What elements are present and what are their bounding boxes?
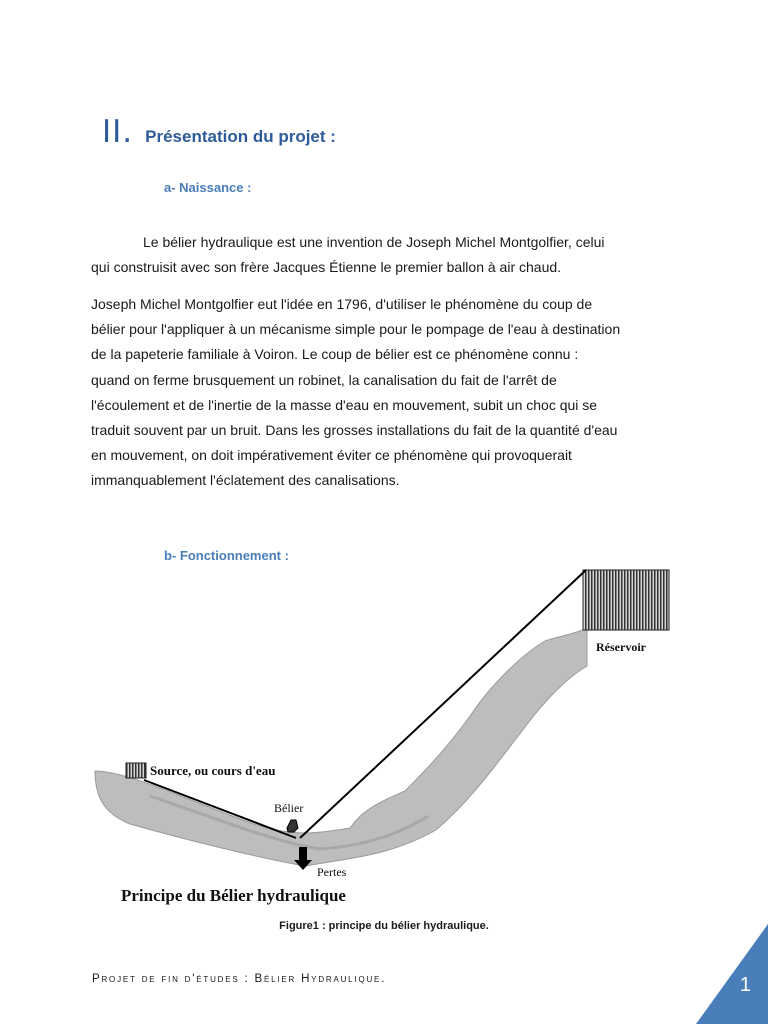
belier-label: Bélier — [274, 801, 304, 815]
paragraph-line: immanquablement l'éclatement des canalisations. — [91, 472, 400, 489]
paragraph-line: quand on ferme brusquement un robinet, la canalisation du fait de l'arrêt de — [91, 371, 557, 388]
belier-device — [287, 820, 298, 832]
subsection-fonctionnement: b- Fonctionnement : — [164, 548, 289, 563]
page-number: 1 — [739, 974, 751, 996]
paragraph-line: qui construisit avec son frère Jacques Étienne le premier ballon à air chaud. — [91, 259, 562, 276]
paragraph-line: Joseph Michel Montgolfier eut l'idée en 1796, d'utiliser le phénomène du coup de — [91, 296, 593, 312]
section-heading — [102, 114, 336, 150]
paragraph-line: Le bélier hydraulique est une invention de Joseph Michel Montgolfier, celui — [143, 234, 605, 250]
section-title: Présentation du projet : — [145, 127, 336, 146]
hydraulic-ram-figure — [90, 566, 680, 912]
subsection-naissance: a- Naissance : — [164, 180, 252, 195]
pertes-label: Pertes — [317, 865, 347, 879]
reservoir-label: Réservoir — [596, 640, 646, 654]
page-footer: Projet de fin d'études : Bélier Hydraulique. — [92, 973, 387, 985]
paragraph-line: bélier pour l'appliquer à un mécanisme simple pour le pompage de l'eau à destination — [91, 321, 621, 338]
reservoir-tank — [583, 570, 669, 630]
paragraph-line: traduit souvent par un bruit. Dans les grosses installations du fait de la quantité d'eau — [91, 422, 618, 439]
figure-caption: Figure1 : principe du bélier hydraulique. — [279, 920, 489, 932]
source-tank — [126, 763, 146, 778]
page-corner-decoration — [696, 924, 768, 1024]
paragraph-line: en mouvement, on doit impérativement éviter ce phénomène qui provoquerait — [91, 447, 572, 464]
paragraph-history — [91, 292, 691, 494]
terrain-water — [95, 628, 587, 866]
paragraph-line: de la papeterie familiale à Voiron. Le coup de bélier est ce phénomène connu : — [91, 346, 579, 363]
figure-title: Principe du Bélier hydraulique — [121, 886, 346, 905]
paragraph-intro — [91, 230, 691, 280]
source-label: Source, ou cours d'eau — [150, 763, 276, 778]
section-number: II. — [102, 114, 134, 150]
paragraph-line: l'écoulement et de l'inertie de la masse d'eau en mouvement, subit un choc qui se — [91, 396, 598, 413]
